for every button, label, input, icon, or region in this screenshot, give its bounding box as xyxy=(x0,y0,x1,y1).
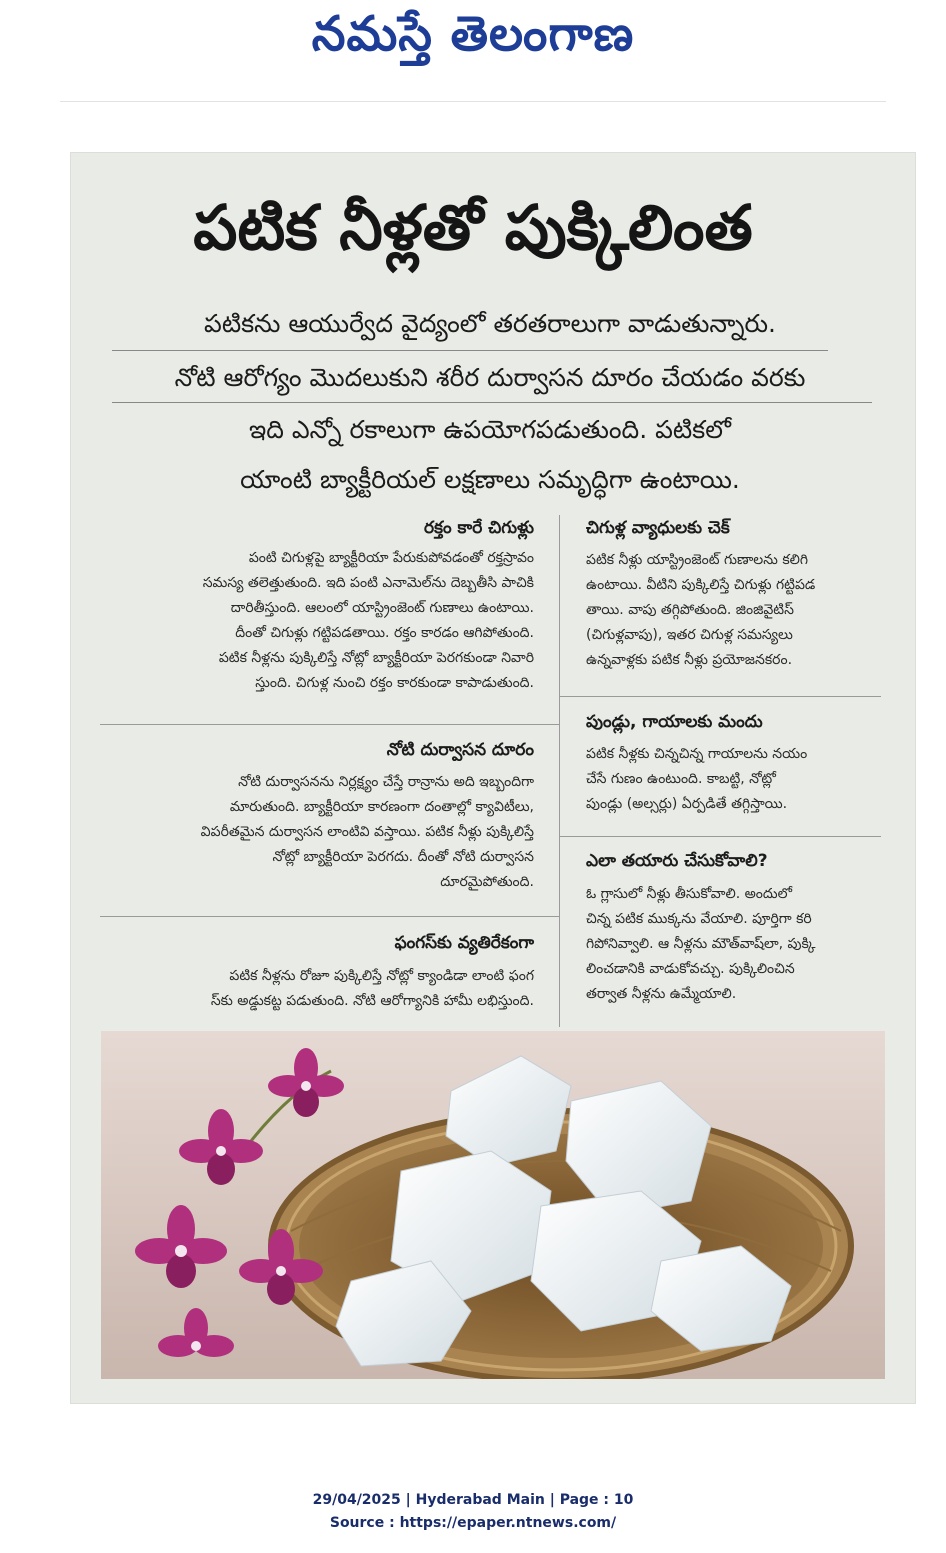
body-bleeding-gums xyxy=(100,546,534,696)
section-divider xyxy=(559,696,881,697)
body-line: లించడానికి వాడుకోవచ్చు. పుక్కిలించిన xyxy=(586,961,795,977)
deck-divider xyxy=(112,350,828,351)
alum-basket-illustration xyxy=(101,1031,885,1379)
section-divider xyxy=(100,724,559,725)
body-line: పంటి చిగుళ్లపై బ్యాక్టీరియా పేరుకుపోవడంతో రక్తస్రావం xyxy=(248,550,534,566)
subhead-antifungal: ఫంగస్‌కు వ్యతిరేకంగా xyxy=(394,933,534,953)
body-line: (చిగుళ్లవాపు), ఇతర చిగుళ్ల సమస్యలు xyxy=(586,627,793,643)
footer-source-link[interactable]: Source : https://epaper.ntnews.com/ xyxy=(329,1515,617,1531)
footer-date-edition: 29/04/2025 | Hyderabad Main | Page : 10 xyxy=(312,1492,634,1508)
body-line: మారుతుంది. బ్యాక్టీరియా కారణంగా దంతాల్లో క్యావిటీలు, xyxy=(229,799,534,815)
subhead-bleeding-gums: రక్తం కారే చిగుళ్లు xyxy=(424,518,534,538)
body-line: నోట్లో బ్యాక్టీరియా పెరగదు. దీంతో నోటి దుర్వాసన xyxy=(272,849,534,865)
body-line: చిన్న పటిక ముక్కను వేయాలి. పూర్తిగా కరి xyxy=(586,911,812,927)
body-gum-disease xyxy=(586,548,886,673)
alum-basket-photo xyxy=(101,1031,885,1379)
deck-line-2: నోటి ఆరోగ్యం మొదలుకుని శరీర దుర్వాసన దూరం చేయడం వరకు xyxy=(174,363,806,392)
deck-line-1: పటికను ఆయుర్వేద వైద్యంలో తరతరాలుగా వాడుతున్నారు. xyxy=(204,309,776,338)
deck-divider xyxy=(112,402,872,403)
body-line: పటిక నీళ్లను రోజూ పుక్కిలిస్తే నోట్లో క్యాండిడా లాంటి ఫంగ xyxy=(229,968,534,984)
section-divider xyxy=(559,836,881,837)
body-bad-breath xyxy=(100,770,534,895)
subhead-how-to-prepare: ఎలా తయారు చేసుకోవాలి? xyxy=(586,851,768,871)
body-line: ఉంటాయి. వీటిని పుక్కిలిస్తే చిగుళ్లు గట్టిపడ xyxy=(586,577,816,593)
body-line: దూరమైపోతుంది. xyxy=(440,874,534,890)
deck-line-4: యాంటి బ్యాక్టీరియల్ లక్షణాలు సమృద్ధిగా ఉంటాయి. xyxy=(240,465,740,494)
deck-line-3: ఇది ఎన్నో రకాలుగా ఉపయోగపడుతుంది. పటికలో xyxy=(249,415,731,444)
body-line: పటిక నీళ్లను పుక్కిలిస్తే నోట్లో బ్యాక్టీరియా పెరగకుండా నివారి xyxy=(218,650,534,666)
body-line: ఉన్నవాళ్లకు పటిక నీళ్లు ప్రయోజనకరం. xyxy=(586,652,793,668)
masthead-divider xyxy=(60,101,886,102)
body-line: చేసే గుణం ఉంటుంది. కాబట్టి, నోట్లో xyxy=(586,771,776,787)
section-divider xyxy=(100,916,559,917)
body-antifungal xyxy=(100,964,534,1014)
body-line: పటిక నీళ్లకు చిన్నచిన్న గాయాలను నయం xyxy=(586,746,808,762)
body-how-to-prepare xyxy=(586,882,886,1007)
column-divider xyxy=(559,515,560,1027)
article-headline: పటిక నీళ్లతో పుక్కిలింత xyxy=(193,191,753,264)
body-ulcers xyxy=(586,742,886,817)
masthead-logo: నమస్తే తెలంగాణ xyxy=(311,6,635,62)
body-line: దీంతో చిగుళ్లు గట్టిపడతాయి. రక్తం కారడం ఆగిపోతుంది. xyxy=(235,625,534,641)
subhead-bad-breath: నోటి దుర్వాసన దూరం xyxy=(386,740,534,760)
body-line: దారితీస్తుంది. ఆలంలో యాస్ట్రింజెంట్ గుణాలు ఉంటాయి. xyxy=(230,600,534,616)
body-line: విపరీతమైన దుర్వాసన లాంటివి వస్తాయి. పటిక నీళ్లు పుక్కిలిస్తే xyxy=(200,824,534,840)
body-line: గిపోనివ్వాలి. ఆ నీళ్లను మౌత్‌వాష్‌లా, పుక్కి xyxy=(586,936,816,952)
body-line: పుండ్లు (అల్సర్లు) ఏర్పడితే తగ్గిస్తాయి. xyxy=(586,796,788,812)
body-line: తర్వాత నీళ్లను ఉమ్మేయాలి. xyxy=(586,986,737,1002)
body-line: సమస్య తలెత్తుతుంది. ఇది పంటి ఎనామెల్‌ను దెబ్బతీసి పాచికి xyxy=(202,575,534,591)
body-line: ఓ గ్లాసులో నీళ్లు తీసుకోవాలి. అందులో xyxy=(586,886,793,902)
body-line: స్‌కు అడ్డుకట్ట పడుతుంది. నోటి ఆరోగ్యానికి హామీ లభిస్తుంది. xyxy=(210,993,534,1009)
subhead-gum-disease: చిగుళ్ల వ్యాధులకు చెక్ xyxy=(586,518,730,538)
body-line: పటిక నీళ్లు యాస్ట్రింజెంట్ గుణాలను కలిగి xyxy=(586,552,809,568)
body-line: స్తుంది. చిగుళ్ల నుంచి రక్తం కారకుండా కాపాడుతుంది. xyxy=(255,675,534,691)
subhead-ulcers: పుండ్లు, గాయాలకు మందు xyxy=(586,712,763,732)
body-line: నోటి దుర్వాసనను నిర్లక్ష్యం చేస్తే రాన్రాను అది ఇబ్బందిగా xyxy=(238,774,534,790)
body-line: తాయి. వాపు తగ్గిపోతుంది. జింజివైటిస్ xyxy=(586,602,794,618)
